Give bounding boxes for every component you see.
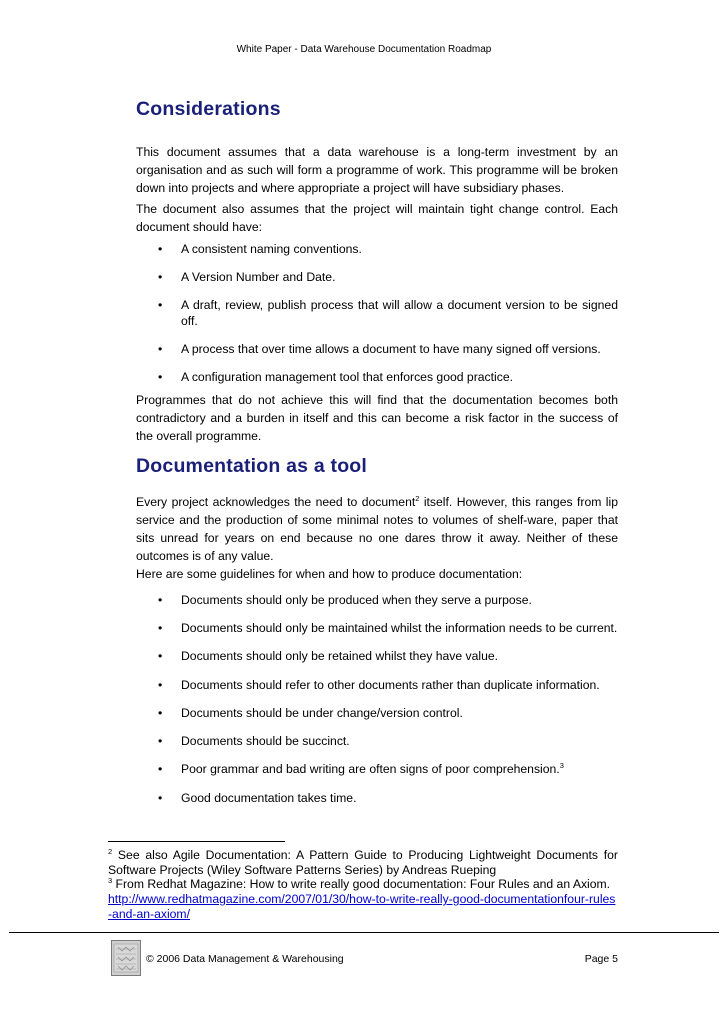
bullet-marker: • bbox=[158, 593, 163, 607]
footnote-ref-2: 2 bbox=[415, 493, 420, 503]
bullet-marker: • bbox=[158, 734, 163, 748]
company-logo bbox=[111, 940, 141, 976]
page-number: Page 5 bbox=[584, 953, 618, 965]
footnote-3-link[interactable]: http://www.redhatmagazine.com/2007/01/30/how-to-write-really-good-documentationfour-rules-and-an-axiom/ bbox=[108, 892, 616, 921]
footnote-separator bbox=[108, 841, 285, 842]
heading-considerations: Considerations bbox=[136, 98, 281, 120]
list-item-text: Documents should refer to other documents rather than duplicate information. bbox=[181, 678, 600, 692]
logo-graphic bbox=[112, 941, 140, 975]
list-item-text: A consistent naming conventions. bbox=[181, 242, 362, 256]
change-control-paragraph: The document also assumes that the project will maintain tight change control. Each document should have: bbox=[136, 202, 618, 234]
list-item-text: A Version Number and Date. bbox=[181, 270, 336, 284]
bullet-marker: • bbox=[158, 791, 163, 805]
list-item-text: Good documentation takes time. bbox=[181, 791, 357, 805]
list-item-text: Documents should only be maintained whilst the information needs to be current. bbox=[181, 621, 618, 635]
list-item-text: A draft, review, publish process that will allow a document version to be signed off. bbox=[181, 298, 618, 328]
footnote-ref-3: 3 bbox=[559, 760, 564, 770]
bullet-marker: • bbox=[158, 706, 163, 720]
guidelines-intro: Here are some guidelines for when and how to produce documentation: bbox=[136, 567, 523, 581]
running-header: White Paper - Data Warehouse Documentation Roadmap bbox=[236, 44, 492, 55]
footnote-number: 3 bbox=[108, 875, 113, 885]
list-item-text: A configuration management tool that enforces good practice. bbox=[181, 370, 513, 384]
bullet-marker: • bbox=[158, 270, 163, 284]
bullet-marker: • bbox=[158, 298, 163, 312]
list-item-text: Documents should be under change/version control. bbox=[181, 706, 463, 720]
footer-divider bbox=[9, 932, 719, 933]
bullet-marker: • bbox=[158, 762, 163, 776]
bullet-marker: • bbox=[158, 370, 163, 384]
bullet-marker: • bbox=[158, 678, 163, 692]
footnote-number: 2 bbox=[108, 846, 113, 856]
considerations-closing: Programmes that do not achieve this will find that the documentation becomes both contradictory and a burden in itself and this can become a risk factor in the success of the overall programme. bbox=[136, 393, 618, 443]
list-item-text: Documents should be succinct. bbox=[181, 734, 350, 748]
documentation-intro: Every project acknowledges the need to document$^2$ itself. However, this ranges from lip service and the production of some minimal notes to volumes of shelf-ware, paper that sits unread for years on end because no one dares throw it away. Neither of these outcomes is of any value. bbox=[136, 493, 618, 563]
list-item-text: A process that over time allows a document to have many signed off versions. bbox=[181, 342, 601, 356]
footnote-2: $^2$ See also Agile Documentation: A Pattern Guide to Producing Lightweight Documents for Software Projects (Wiley Software Patterns Series) by Andreas Rueping bbox=[108, 846, 618, 877]
bullet-marker: • bbox=[158, 649, 163, 663]
footnote-3: $^3$ From Redhat Magazine: How to write really good documentation: Four Rules and an Axiom. http://www.redhatmagazine.com/2007/01/30/how-to-write-really-good-documentationfour-rules-and-an-axiom/ bbox=[108, 875, 616, 921]
bullet-marker: • bbox=[158, 342, 163, 356]
list-item-text: Poor grammar and bad writing are often signs of poor comprehension.$^3$ bbox=[181, 760, 564, 776]
list-item-text: Documents should only be retained whilst they have value. bbox=[181, 649, 499, 663]
considerations-intro: This document assumes that a data warehouse is a long-term investment by an organisation and as such will form a programme of work. This programme will be broken down into projects and where appropriate a project will have subsidiary phases. bbox=[136, 145, 618, 195]
bullet-marker: • bbox=[158, 621, 163, 635]
copyright-notice: © 2006 Data Management & Warehousing bbox=[146, 953, 344, 965]
heading-documentation-as-a-tool: Documentation as a tool bbox=[136, 455, 368, 477]
list-item-text: Documents should only be produced when they serve a purpose. bbox=[181, 593, 532, 607]
bullet-marker: • bbox=[158, 242, 163, 256]
